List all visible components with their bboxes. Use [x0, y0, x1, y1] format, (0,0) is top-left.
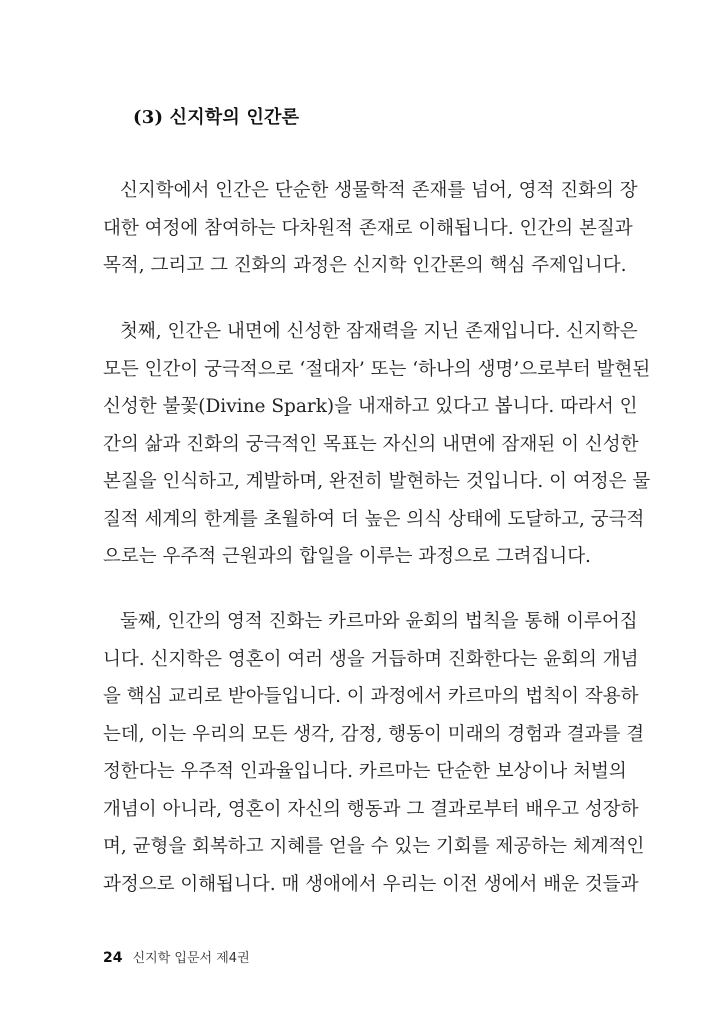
- text-line: 모든 인간이 궁극적으로 ‘절대자’ 또는 ‘하나의 생명’으로부터 발현된: [103, 358, 651, 380]
- text-line: 정한다는 우주적 인과율입니다. 카르마는 단순한 보상이나 처벌의: [103, 761, 627, 782]
- text-line: 첫째, 인간은 내면에 신성한 잠재력을 지닌 존재입니다. 신지학은: [120, 321, 638, 342]
- text-line: 질적 세계의 한계를 초월하여 더 높은 의식 상태에 도달하고, 궁극적: [103, 508, 645, 530]
- text-line: 며, 균형을 회복하고 지혜를 얻을 수 있는 기회를 제공하는 체계적인: [103, 836, 645, 857]
- paragraph-first-point: [103, 313, 651, 576]
- paragraph-second-point: [103, 603, 645, 903]
- paragraph-intro: [103, 172, 638, 285]
- text-line: 개념이 아니라, 영혼이 자신의 행동과 그 결과로부터 배우고 성장하: [103, 798, 639, 820]
- text-line: 을 핵심 교리로 받아들입니다. 이 과정에서 카르마의 법칙이 작용하: [103, 686, 639, 707]
- text-line: 과정으로 이해됩니다. 매 생애에서 우리는 이전 생에서 배운 것들과: [103, 873, 639, 895]
- text-line: 으로는 우주적 근원과의 합일을 이루는 과정으로 그려집니다.: [103, 546, 591, 567]
- text-line: 대한 여정에 참여하는 다차원적 존재로 이해됩니다. 인간의 본질과: [103, 217, 633, 239]
- text-line: 니다. 신지학은 영혼이 여러 생을 거듭하며 진화한다는 윤회의 개념: [103, 648, 639, 670]
- text-line: 목적, 그리고 그 진화의 과정은 신지학 인간론의 핵심 주제입니다.: [103, 255, 627, 276]
- text-line: 둘째, 인간의 영적 진화는 카르마와 윤회의 법칙을 통해 이루어집: [120, 611, 638, 632]
- text-line: 본질을 인식하고, 계발하며, 완전히 발현하는 것입니다. 이 여정은 물: [103, 471, 651, 492]
- text-line: 신지학에서 인간은 단순한 생물학적 존재를 넘어, 영적 진화의 장: [120, 180, 638, 201]
- page-number: 24: [103, 950, 123, 966]
- page-footer: [103, 947, 250, 966]
- text-line: 간의 삶과 진화의 궁극적인 목표는 자신의 내면에 잠재된 이 신성한: [103, 433, 639, 455]
- text-line: 는데, 이는 우리의 모든 생각, 감정, 행동이 미래의 경험과 결과를 결: [103, 723, 645, 745]
- section-heading: (3) 신지학의 인간론: [133, 107, 300, 128]
- text-line: 신성한 불꽃(Divine Spark)을 내재하고 있다고 봅니다. 따라서 인: [103, 396, 638, 417]
- book-title: 신지학 입문서 제4권: [132, 951, 250, 966]
